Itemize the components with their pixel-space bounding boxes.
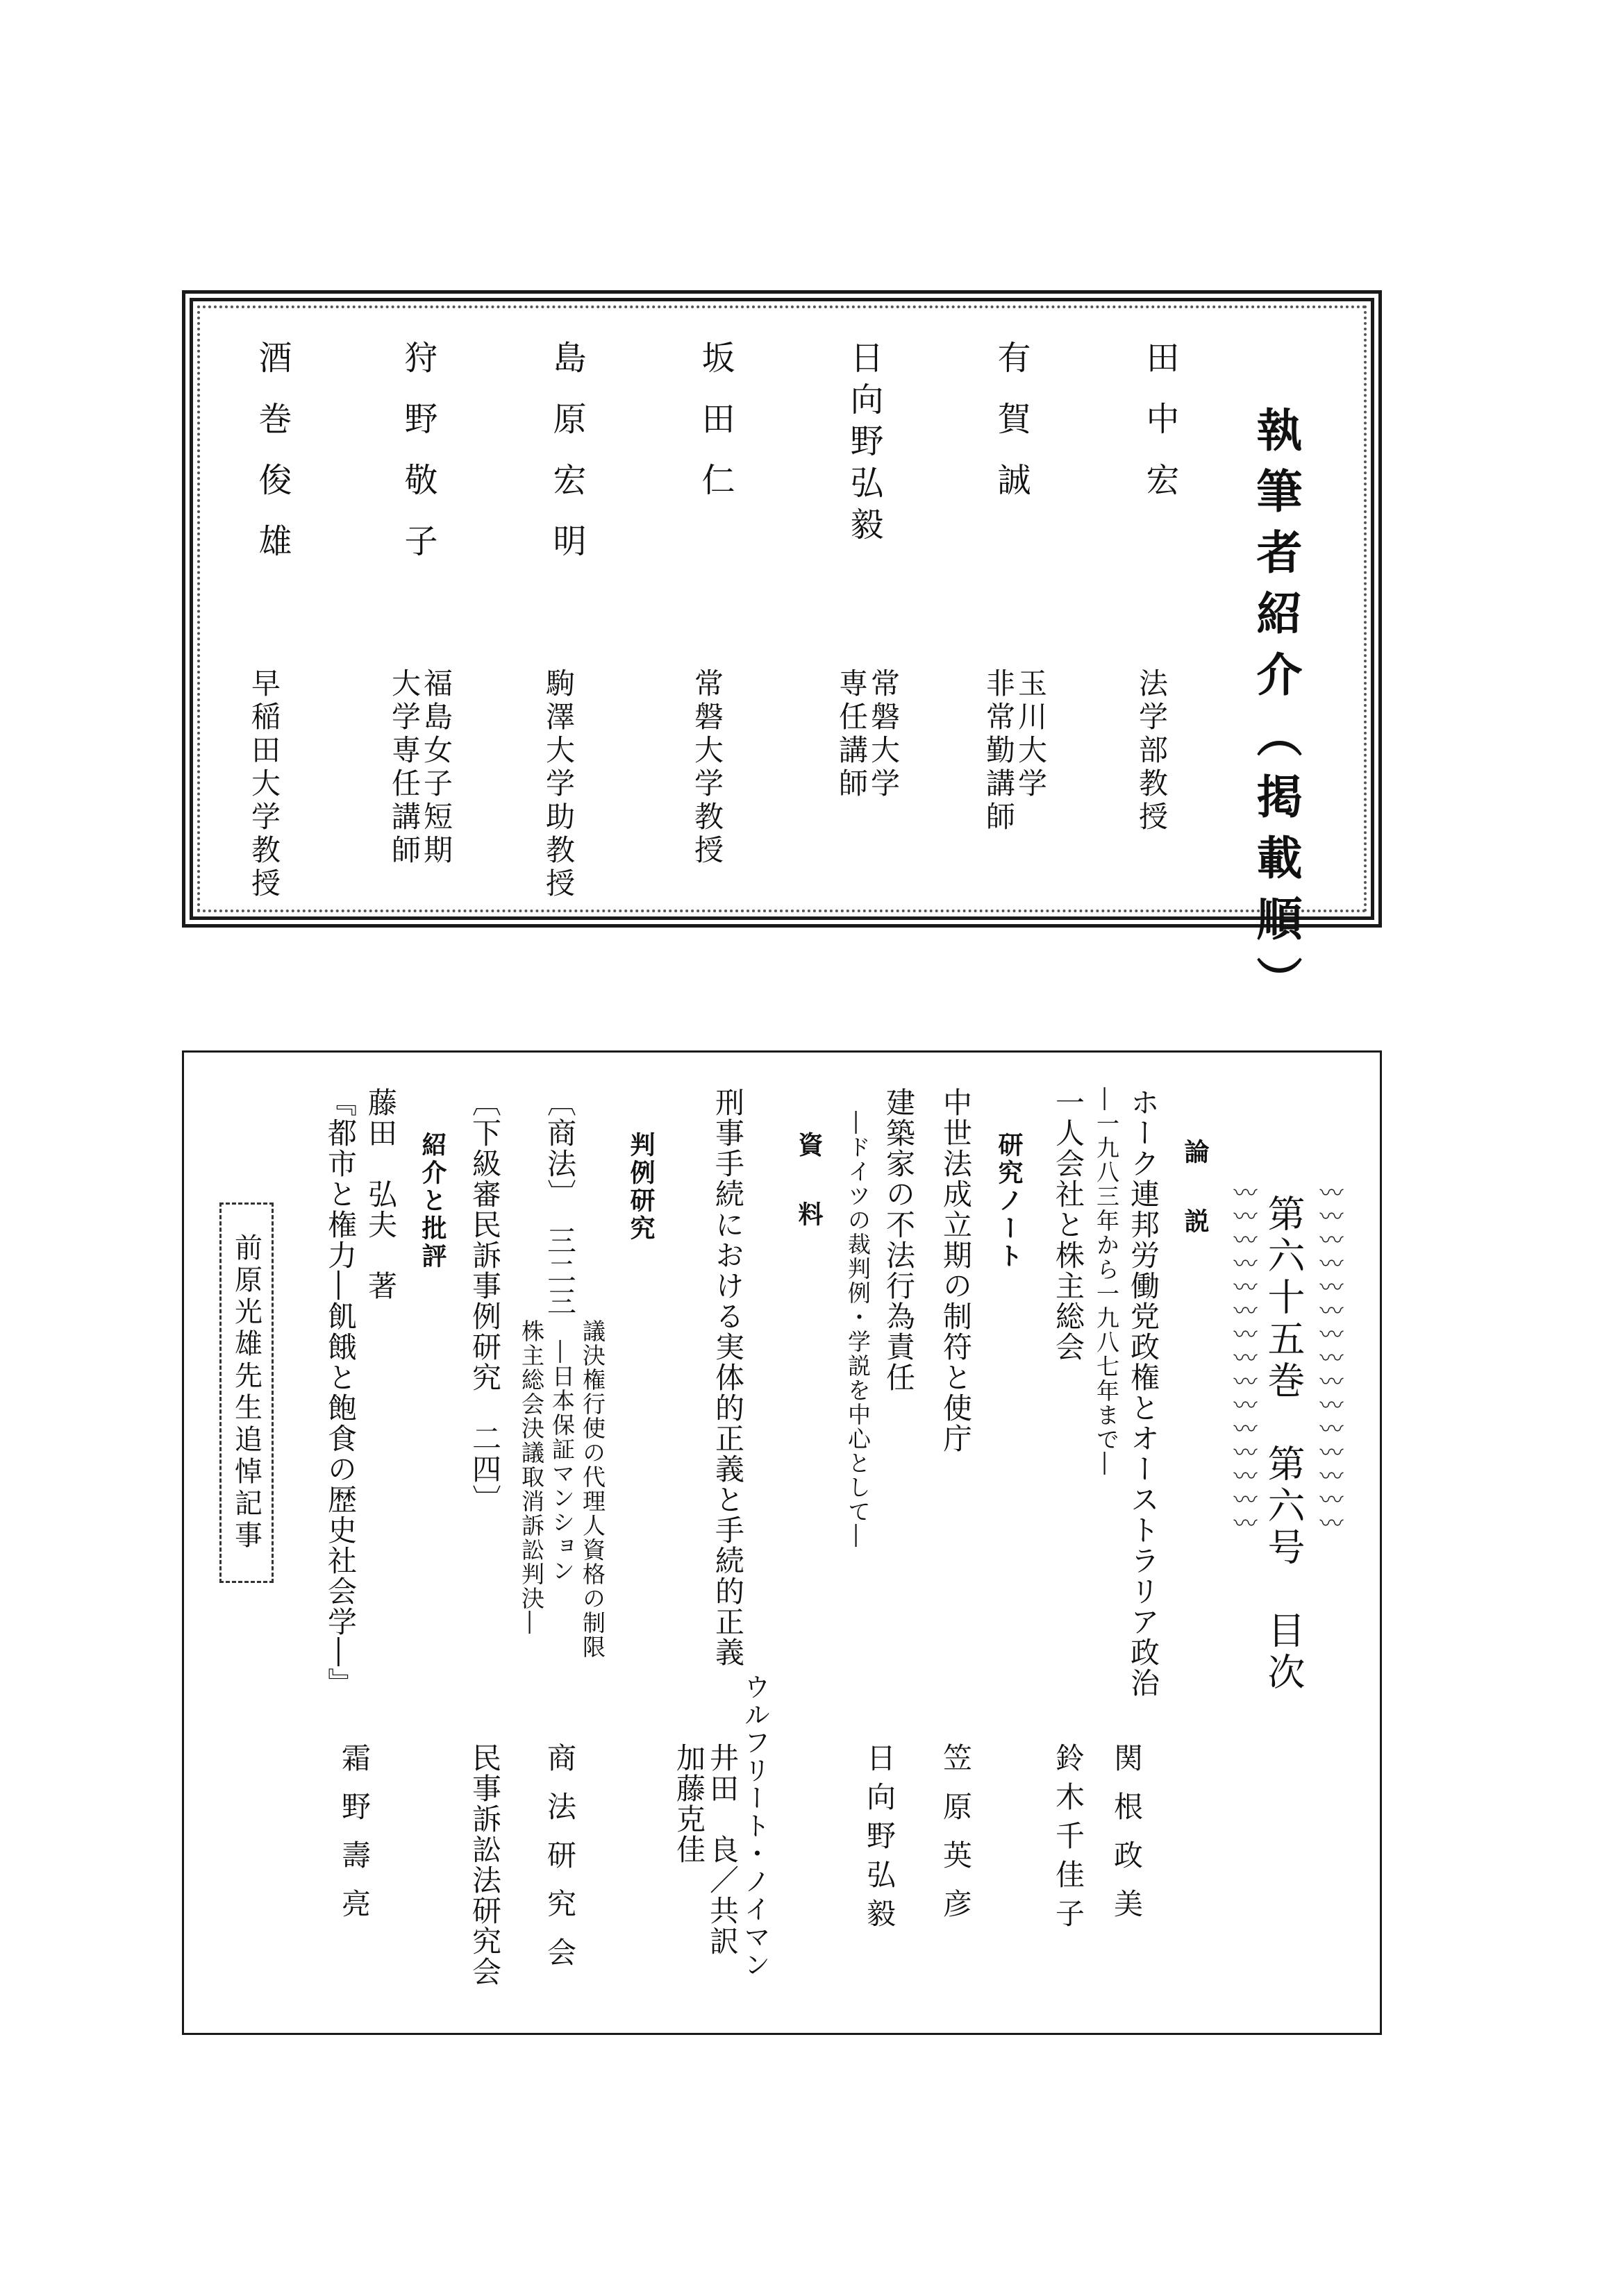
contributor-affiliation: 常磐大学教授 [690,668,724,868]
toc-entry-title[interactable]: 議決権行使の代理人資格の制限 [579,1319,606,1659]
toc-entry-title[interactable]: 『都市と権力―飢餓と飽食の歴史社会学―』 [324,1087,358,1698]
memorial-article-box[interactable] [219,1203,274,1583]
contributor-affiliation: 福島女子短期 [419,668,453,868]
contributors-title: 執筆者紹介（掲載順） [1249,406,1303,1017]
toc-section-kenkyu-note: 研究ノート [994,1132,1024,1271]
toc-entry-author: 日向野弘毅 [862,1743,896,1937]
contributor-name: 日向野弘毅 [844,340,883,548]
toc-entry-author: 民事訴訟法研究会 [468,1743,502,1987]
contributor-name: 田中宏 [1140,340,1179,523]
toc-wave-border: 〰〰〰〰〰〰〰〰〰〰〰〰〰〰〰 [1229,1180,1257,1534]
contributor-name: 酒巻俊雄 [253,340,292,585]
toc-entry-author: 関根政美 [1110,1743,1144,1937]
toc-entry-title[interactable]: 中世法成立期の制符と使庁 [939,1087,973,1454]
contributor-affiliation: 法学部教授 [1135,668,1169,835]
toc-entry-author: 井田 良／共訳 [706,1743,740,1956]
contributor-name: 坂田仁 [696,340,735,523]
toc-section-ronsetsu: 論 説 [1181,1139,1210,1243]
toc-entry-title[interactable]: 〔下級審民訴事例研究 二四〕 [468,1087,502,1515]
toc-entry-author: 霜野壽亮 [337,1743,372,1937]
toc-entry-author: 加藤克佳 [672,1743,706,1865]
contributor-affiliation: 大学専任講師 [387,668,422,868]
toc-section-hanrei: 判例研究 [626,1132,656,1243]
toc-entry-author: 鈴木千佳子 [1051,1743,1085,1937]
contributor-name: 狩野敬子 [399,340,437,585]
contributor-affiliation: 駒澤大学助教授 [542,668,576,901]
toc-heading: 第六十五巻 第六号 目次 [1262,1194,1306,1694]
contributor-affiliation: 専任講師 [835,668,869,801]
toc-wave-border: 〰〰〰〰〰〰〰〰〰〰〰〰〰〰〰 [1315,1180,1343,1534]
contributor-affiliation: 非常勤講師 [982,668,1016,835]
toc-book-author: 藤田 弘夫 著 [364,1087,398,1301]
toc-entry-author: ウルフリート・ノイマン [740,1673,770,1979]
toc-entry-subtitle: 株主総会決議取消訴訟判決― [518,1319,545,1635]
toc-section-shokai: 紹介と批評 [418,1132,447,1271]
toc-entry-author: 笠原英彦 [939,1743,973,1937]
contributor-affiliation: 玉川大学 [1014,668,1048,801]
toc-section-shiryo: 資 料 [794,1132,824,1236]
toc-entry-title[interactable]: 刑事手続における実体的正義と手続的正義 [711,1087,745,1668]
contributor-name: 島原宏明 [547,340,586,585]
toc-entry-title[interactable]: ホーク連邦労働党政権とオーストラリア政治 [1126,1087,1160,1698]
toc-entry-prefix: 〔商法〕 三二三 [543,1087,577,1317]
toc-entry-author: 商法研究会 [543,1743,577,1986]
contributor-affiliation: 常磐大学 [867,668,901,801]
contributor-name: 有賀誠 [992,340,1031,523]
contributor-affiliation: 早稲田大学教授 [247,668,281,901]
toc-entry-subtitle: ―一九八三年から一九八七年まで― [1093,1087,1120,1476]
memorial-article-label: 前原光雄先生追悼記事 [230,1233,262,1552]
toc-entry-title[interactable]: 建築家の不法行為責任 [882,1087,916,1393]
toc-entry-subtitle: ―日本保証マンション [549,1340,576,1583]
toc-entry-title[interactable]: 一人会社と株主総会 [1051,1087,1085,1362]
contributors-frame [182,290,1382,928]
toc-entry-subtitle: ―ドイツの裁判例・学説を中心として― [844,1111,871,1548]
